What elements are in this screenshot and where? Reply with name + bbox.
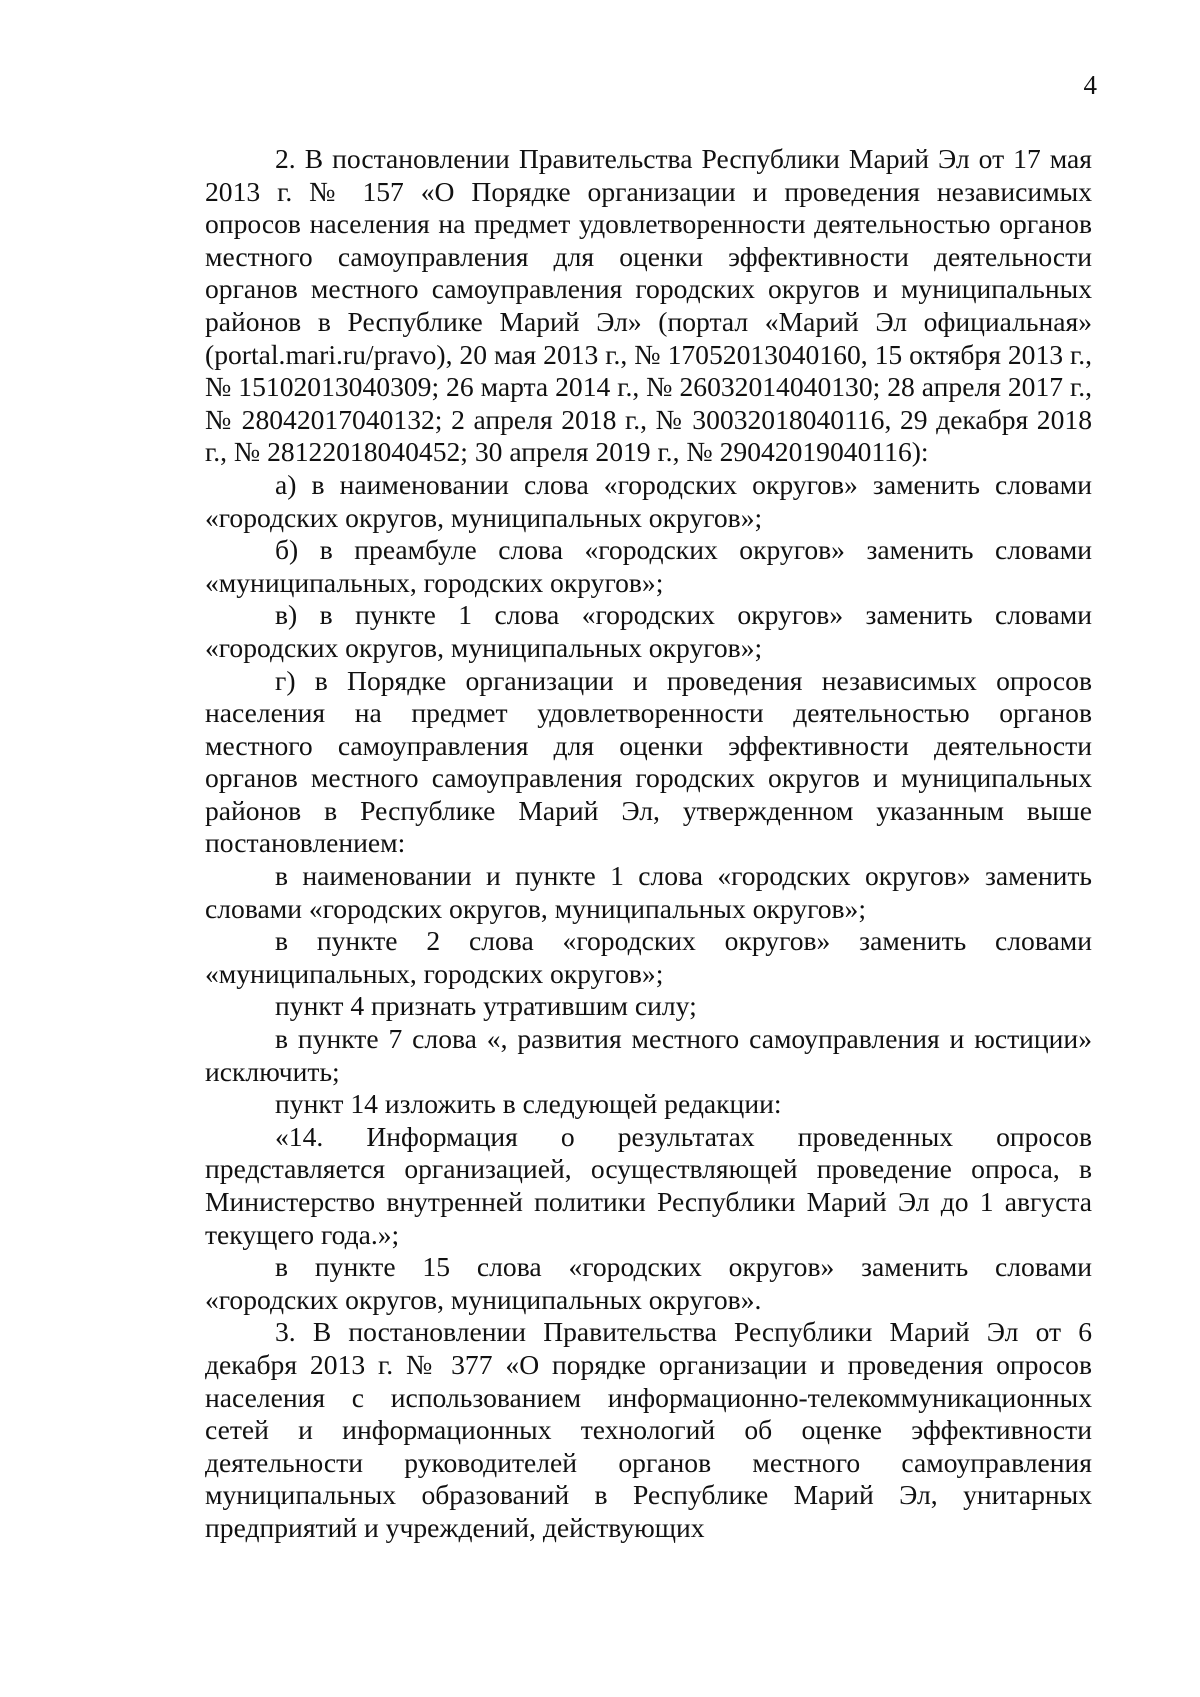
paragraph-amend-point-14: пункт 14 изложить в следующей редакции: <box>275 1088 782 1120</box>
paragraph-section-3: 3. В постановлении Правительства Республики Марий Эл от 6 декабря 2013 г. № 377 «О порядке организации и проведения опросов населения с использованием информационно-телекоммуникационных сетей и информационных технологий об оценке эффективности деятельности руководителей органов местного самоуправления муниципальных образований в Республике Марий Эл, унитарных предприятий и учреждений, действующих <box>205 1316 1092 1543</box>
paragraph-amend-point-7: в пункте 7 слова «, развития местного самоуправления и юстиции» исключить; <box>205 1023 1092 1087</box>
paragraph-section-2: 2. В постановлении Правительства Республики Марий Эл от 17 мая 2013 г. № 157 «О Порядке организации и проведения независимых опросов населения на предмет удовлетворенности деятельностью органов местного самоуправления для оценки эффективности деятельности органов местного самоуправления городских округов и муниципальных районов в Республике Марий Эл» (портал «Марий Эл официальная» (portal.mari.ru/pravo), 20 мая 2013 г., № 17052013040160, 15 октября 2013 г., № 15102013040309; 26 марта 2014 г., № 26032014040130; 28 апреля 2017 г., № 28042017040132; 2 апреля 2018 г., № 30032018040116, 29 декабря 2018 г., № 28122018040452; 30 апреля 2019 г., № 29042019040116): <box>205 143 1092 468</box>
paragraph-item-a: а) в наименовании слова «городских округов» заменить словами «городских округов, муниципальных округов»; <box>205 468 1092 533</box>
paragraph-amend-point-2: в пункте 2 слова «городских округов» заменить словами «муниципальных, городских округов»; <box>205 925 1092 989</box>
paragraph-item-v: в) в пункте 1 слова «городских округов» заменить словами «городских округов, муниципальных округов»; <box>205 599 1092 663</box>
paragraph-point-14-text: «14. Информация о результатах проведенных опросов представляется организацией, осуществляющей проведение опроса, в Министерство внутренней политики Республики Марий Эл до 1 августа текущего года.»; <box>205 1120 1092 1250</box>
page-number: 4 <box>1083 70 1097 100</box>
paragraph-amend-point-15: в пункте 15 слова «городских округов» заменить словами «городских округов, муниципальных округов». <box>205 1251 1092 1315</box>
paragraph-amend-point-4: пункт 4 признать утратившим силу; <box>275 990 697 1022</box>
document-body <box>205 143 1092 1545</box>
paragraph-amend-title: в наименовании и пункте 1 слова «городских округов» заменить словами «городских округов, муниципальных округов»; <box>205 860 1092 924</box>
paragraph-item-g: г) в Порядке организации и проведения независимых опросов населения на предмет удовлетворенности деятельностью органов местного самоуправления для оценки эффективности деятельности органов местного самоуправления городских округов и муниципальных районов в Республике Марий Эл, утвержденном указанным выше постановлением: <box>205 664 1092 859</box>
paragraph-item-b: б) в преамбуле слова «городских округов» заменить словами «муниципальных, городских округов»; <box>205 534 1092 598</box>
